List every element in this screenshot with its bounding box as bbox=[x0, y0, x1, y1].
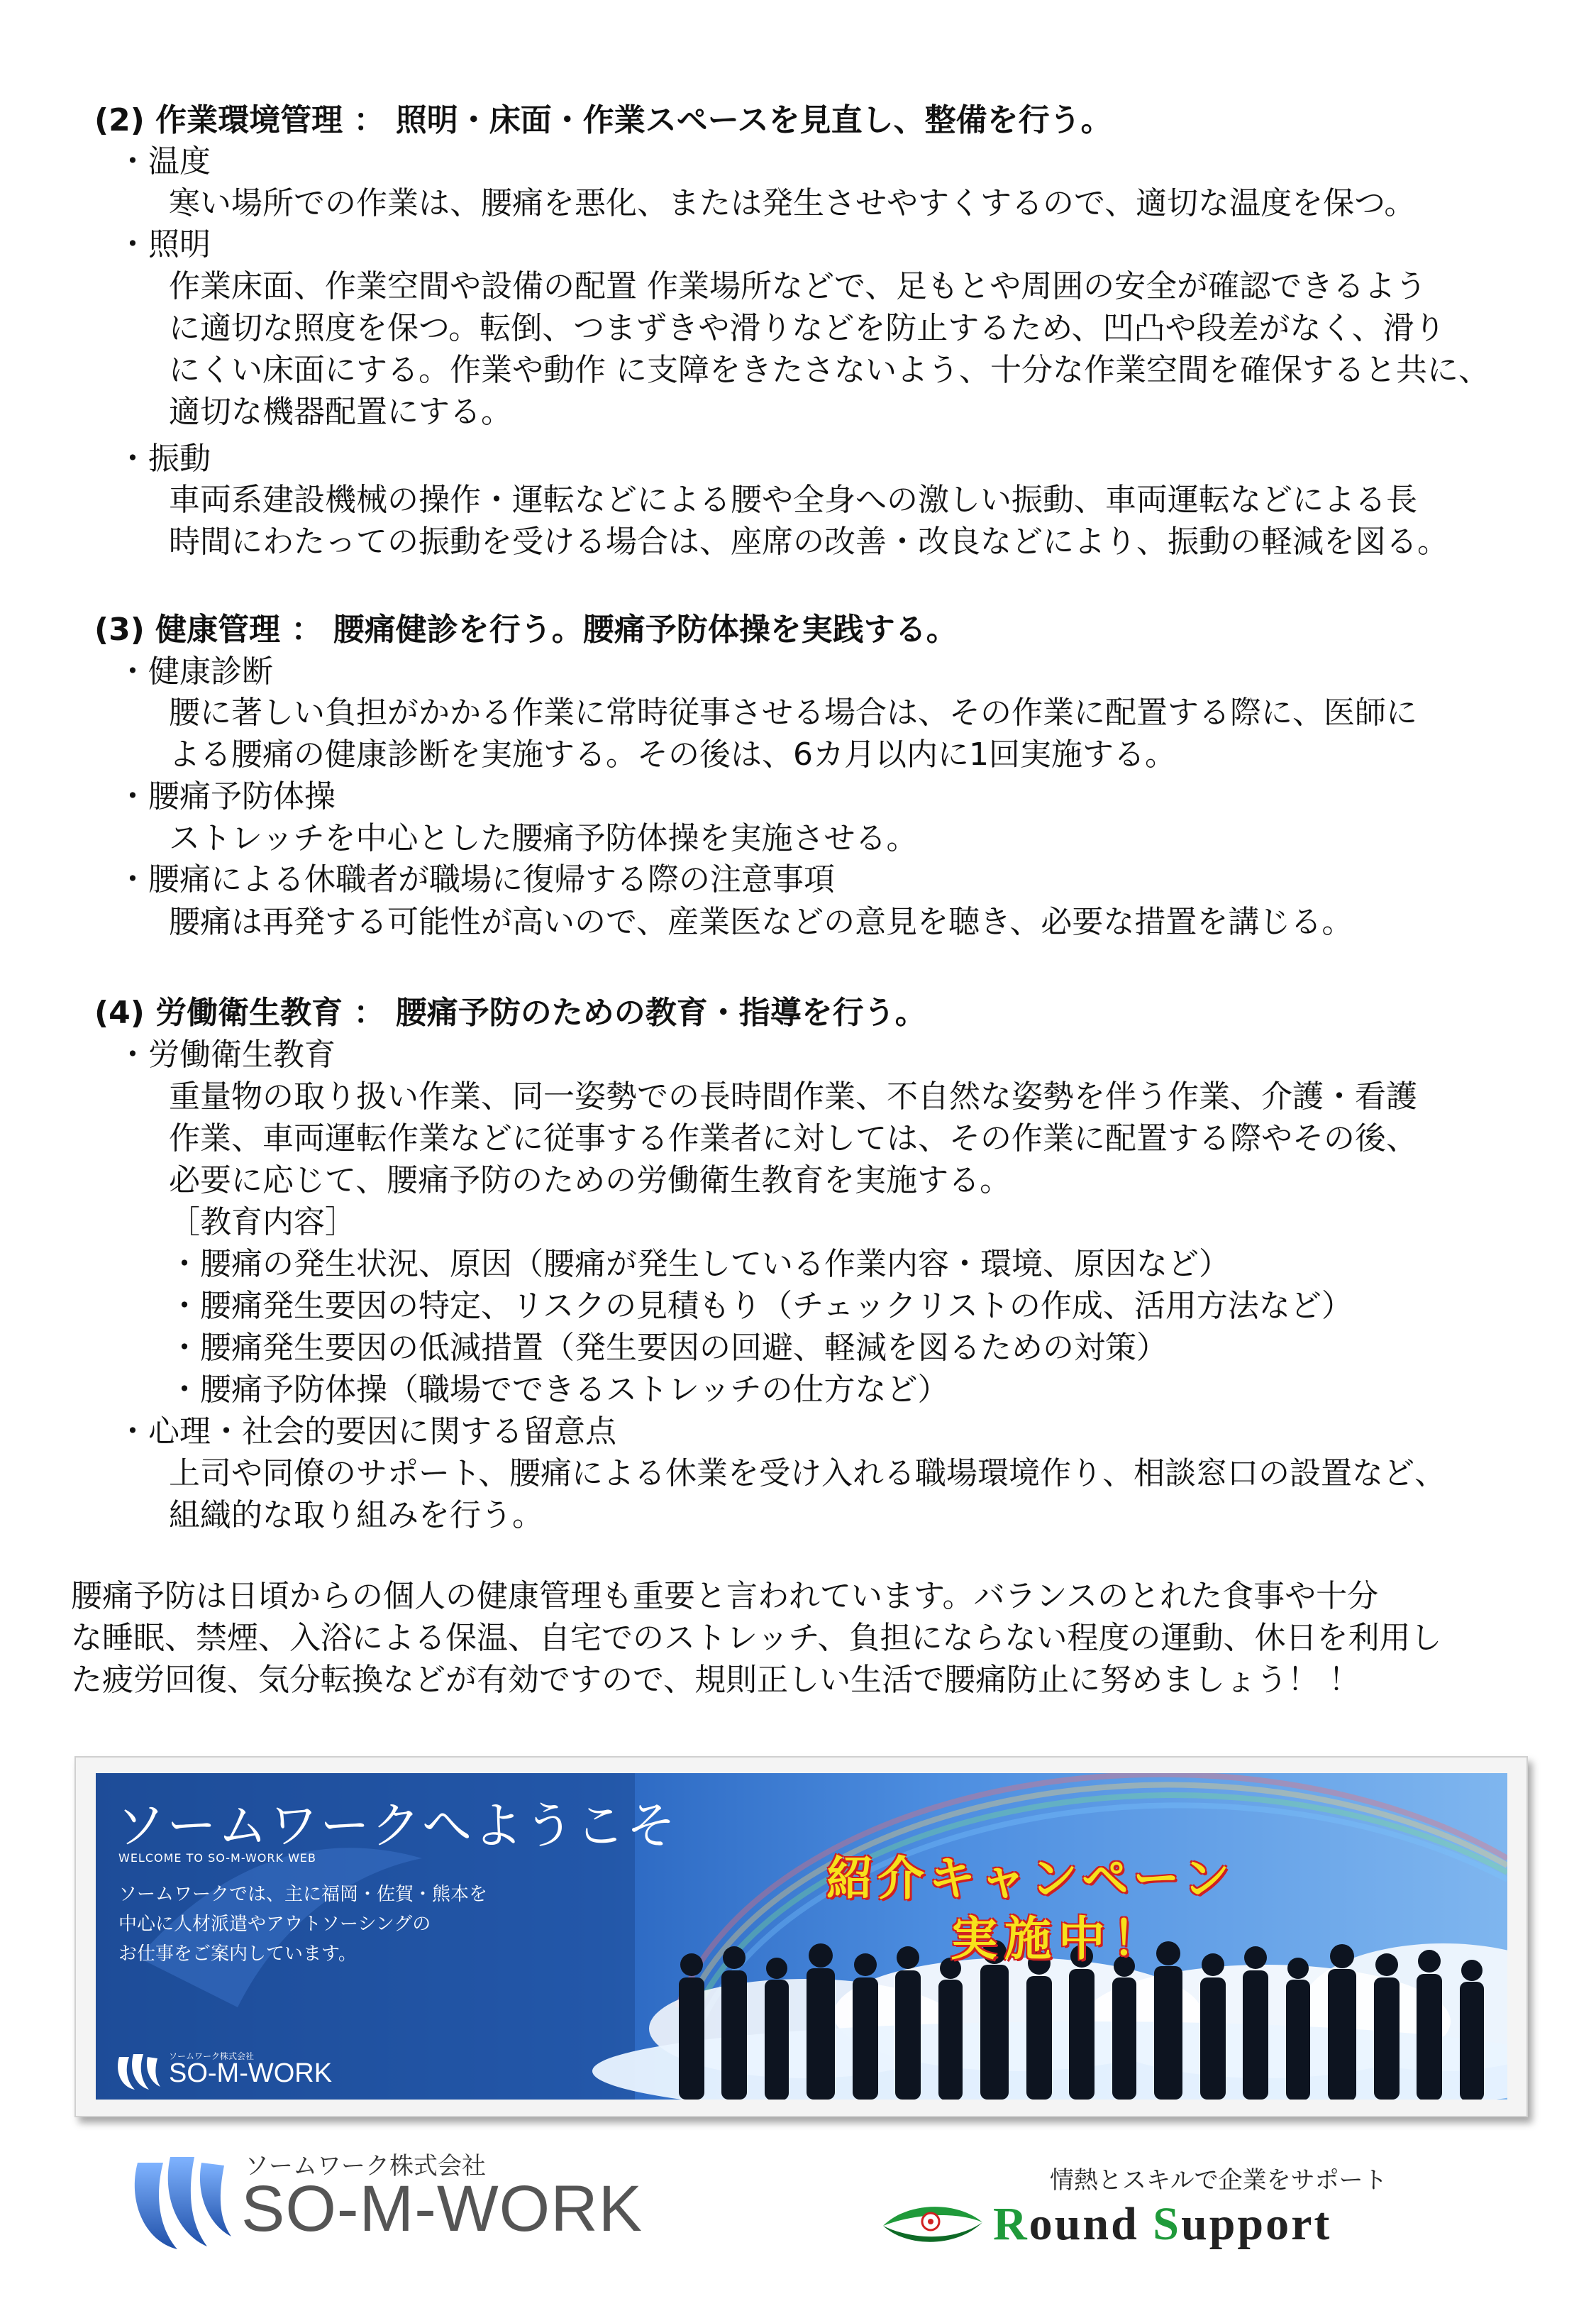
body-line: 寒い場所での作業は、腰痛を悪化、または発生させやすくするので、適切な温度を保つ。 bbox=[169, 185, 1416, 221]
body-line: 腰に著しい負担がかかる作業に常時従事させる場合は、その作業に配置する際に、医師に bbox=[169, 695, 1417, 731]
closing-line: た疲労回復、気分転換などが有効ですので、規則正しい生活で腰痛防止に努めましょう！ ！ bbox=[71, 1662, 1361, 1698]
bullet-label: ・腰痛による休職者が職場に復帰する際の注意事項 bbox=[117, 861, 835, 898]
banner-logo-name: SO-M-WORK bbox=[169, 2058, 333, 2088]
body-line: 必要に応じて、腰痛予防のための労働衛生教育を実施する。 bbox=[169, 1162, 1012, 1198]
campaign-headline: 紹介キャンペーン bbox=[826, 1851, 1234, 1906]
round-support-word-upport: upport bbox=[1181, 2198, 1332, 2250]
bullet-label: ・健康診断 bbox=[117, 653, 273, 690]
bullet-label: ・労働衛生教育 bbox=[117, 1037, 336, 1073]
bullet-label: ・腰痛予防体操 bbox=[117, 778, 336, 815]
campaign-banner[interactable] bbox=[96, 1773, 1507, 2100]
banner-logo-company: ソームワーク株式会社 bbox=[169, 2051, 255, 2061]
section-heading: (4) 労働衛生教育 ： 腰痛予防のための教育・指導を行う。 bbox=[94, 995, 926, 1031]
footer-company-name: ソームワーク株式会社 bbox=[245, 2152, 486, 2180]
banner-title: ソームワークへようこそ bbox=[116, 1797, 677, 1855]
education-content-item: ・腰痛発生要因の特定、リスクの見積もり（チェックリストの作成、活用方法など） bbox=[169, 1288, 1353, 1324]
body-line: 上司や同僚のサポート、腰痛による休業を受け入れる職場環境作り、相談窓口の設置など、 bbox=[169, 1455, 1446, 1491]
body-line: よる腰痛の健康診断を実施する。その後は、6カ月以内に1回実施する。 bbox=[169, 737, 1176, 773]
round-support-initial-s: S bbox=[1153, 2198, 1182, 2250]
body-line: 作業、車両運転作業などに従事する作業者に対しては、その作業に配置する際やその後、 bbox=[169, 1120, 1417, 1157]
banner-description bbox=[118, 1880, 487, 1969]
banner-desc-line: お仕事をご案内しています。 bbox=[118, 1943, 357, 1965]
banner-desc-line: ソームワークでは、主に福岡・佐賀・熊本を bbox=[118, 1884, 488, 1905]
banner-logo bbox=[113, 2050, 397, 2092]
body-line: 組織的な取り組みを行う。 bbox=[169, 1497, 543, 1533]
round-support-logo[interactable] bbox=[872, 2161, 1440, 2260]
bullet-label: ・心理・社会的要因に関する留意点 bbox=[117, 1413, 616, 1450]
round-support-initial-r: R bbox=[993, 2198, 1029, 2250]
sw-logo-icon bbox=[128, 2150, 234, 2256]
campaign-status: 実施中！ bbox=[951, 1911, 1166, 1966]
education-content-label: ［教育内容］ bbox=[169, 1204, 356, 1240]
bullet-label: ・振動 bbox=[117, 441, 211, 477]
closing-line: 腰痛予防は日頃からの個人の健康管理も重要と言われています。バランスのとれた食事や十分 bbox=[71, 1578, 1379, 1614]
section-heading: (3) 健康管理 ： 腰痛健診を行う。腰痛予防体操を実践する。 bbox=[94, 612, 958, 648]
education-content-item: ・腰痛発生要因の低減措置（発生要因の回避、軽減を図るための対策） bbox=[169, 1330, 1168, 1366]
sw-logo-icon bbox=[113, 2050, 163, 2092]
banner-desc-line: 中心に人材派遣やアウトソーシングの bbox=[118, 1914, 431, 1935]
body-line: 車両系建設機械の操作・運転などによる腰や全身への激しい振動、車両運転などによる長 bbox=[169, 482, 1417, 518]
round-support-emblem-icon bbox=[880, 2197, 986, 2247]
round-support-name bbox=[993, 2197, 1331, 2251]
body-line: 腰痛は再発する可能性が高いので、産業医などの意見を聴き、必要な措置を講じる。 bbox=[169, 904, 1353, 940]
body-line: 適切な機器配置にする。 bbox=[169, 394, 512, 430]
bullet-label: ・温度 bbox=[117, 143, 211, 180]
education-content-item: ・腰痛の発生状況、原因（腰痛が発生している作業内容・環境、原因など） bbox=[169, 1246, 1230, 1282]
banner-frame bbox=[74, 1756, 1528, 2117]
somwork-footer-logo[interactable] bbox=[128, 2146, 667, 2260]
education-content-item: ・腰痛予防体操（職場でできるストレッチの仕方など） bbox=[169, 1372, 949, 1408]
section-heading: (2) 作業環境管理 ： 照明・床面・作業スペースを見直し、整備を行う。 bbox=[94, 102, 1112, 138]
body-line: 作業床面、作業空間や設備の配置 作業場所などで、足もとや周囲の安全が確認できるよう bbox=[169, 268, 1427, 304]
body-line: ストレッチを中心とした腰痛予防体操を実施させる。 bbox=[169, 820, 918, 856]
body-line: に適切な照度を保つ。転倒、つまずきや滑りなどを防止するため、凹凸や段差がなく、滑り bbox=[169, 310, 1446, 346]
round-support-word-ound: ound bbox=[1029, 2198, 1153, 2250]
body-line: にくい床面にする。作業や動作 に支障をきたさないよう、十分な作業空間を確保すると共に、 bbox=[169, 352, 1490, 388]
closing-line: な睡眠、禁煙、入浴による保温、自宅でのストレッチ、負担にならない程度の運動、休日を利用し bbox=[71, 1620, 1442, 1656]
bullet-label: ・照明 bbox=[117, 226, 211, 263]
body-line: 時間にわたっての振動を受ける場合は、座席の改善・改良などにより、振動の軽減を図る。 bbox=[169, 524, 1448, 560]
banner-subtitle: WELCOME TO SO-M-WORK WEB bbox=[118, 1851, 316, 1865]
round-support-tagline: 情熱とスキルで企業をサポート bbox=[1050, 2166, 1387, 2195]
body-line: 重量物の取り扱い作業、同一姿勢での長時間作業、不自然な姿勢を伴う作業、介護・看護 bbox=[169, 1078, 1417, 1115]
footer-brand-name: SO-M-WORK bbox=[241, 2173, 643, 2245]
